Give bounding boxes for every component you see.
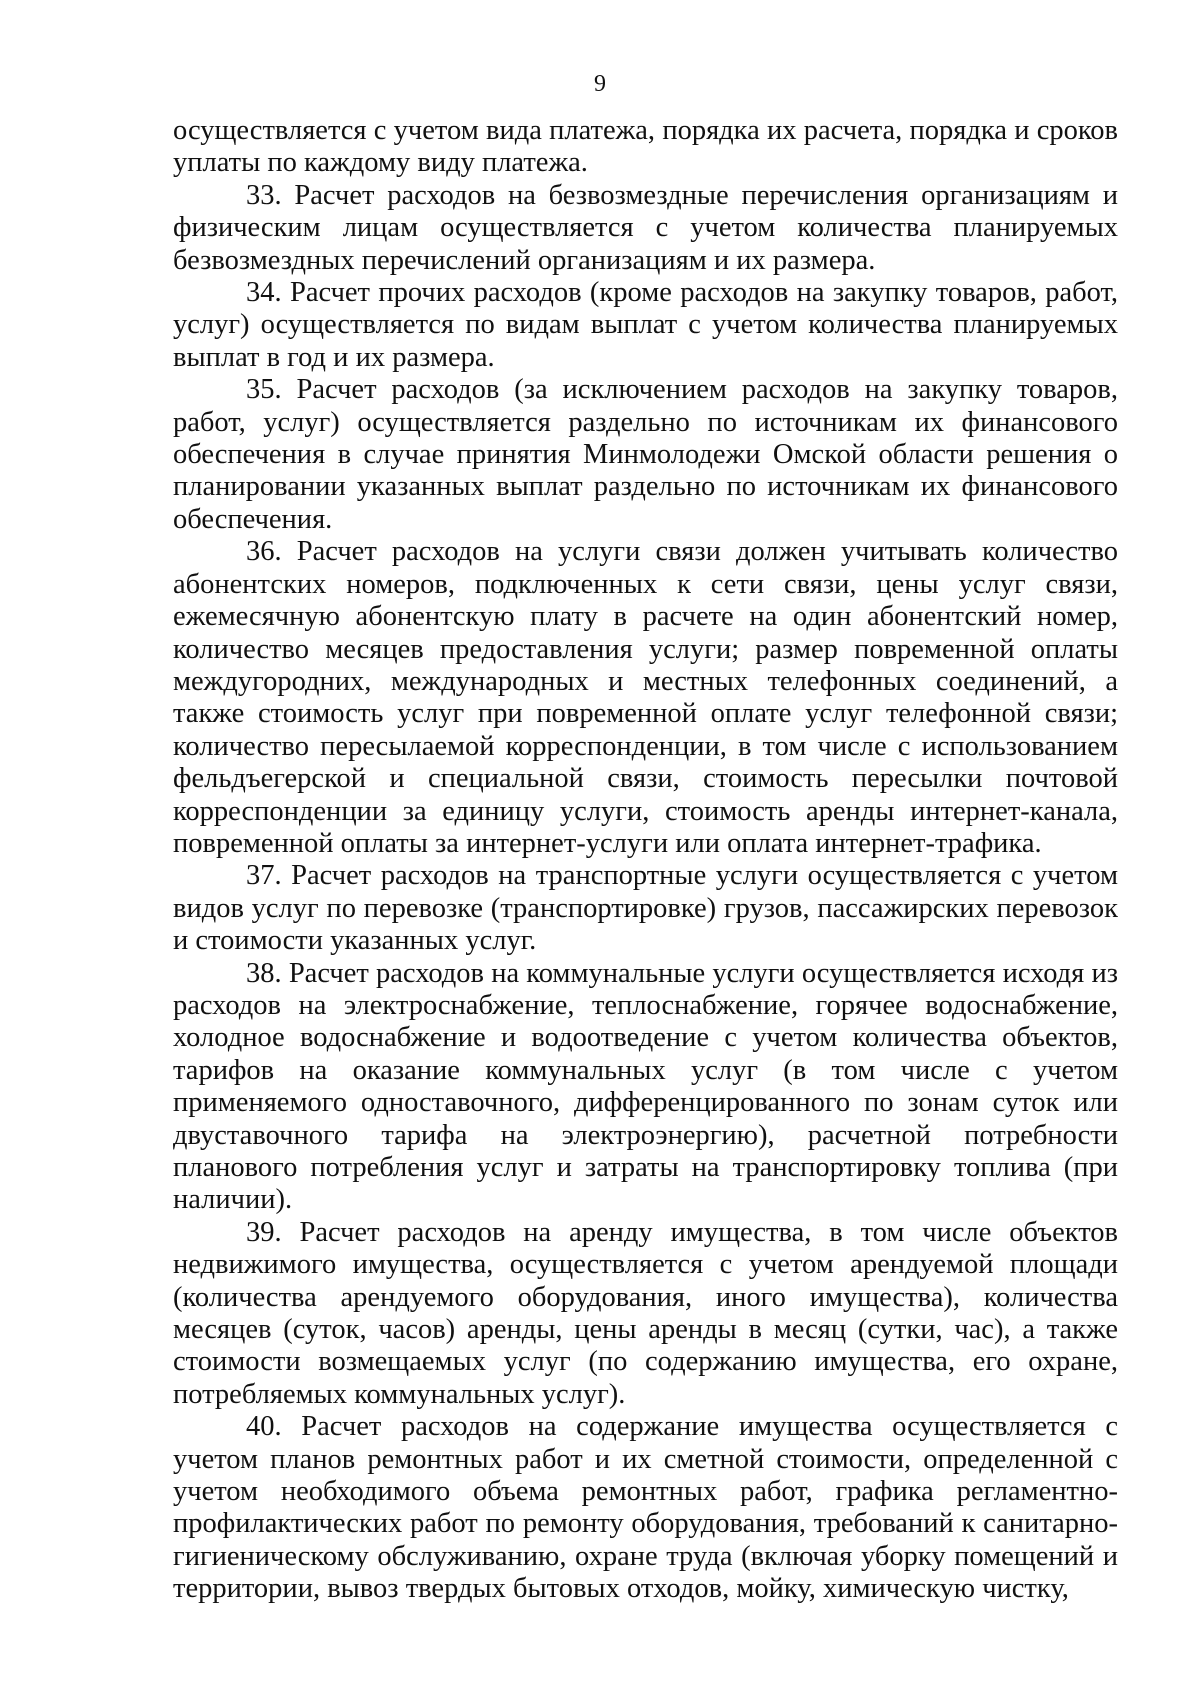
paragraph-37: 37. Расчет расходов на транспортные услуги осуществляется с учетом видов услуг по перевозке (транспортировке) грузов, пассажирских перевозок и стоимости указанных услуг. [173,860,1118,957]
document-body [173,115,1118,1606]
paragraph-34: 34. Расчет прочих расходов (кроме расходов на закупку товаров, работ, услуг) осуществляется по видам выплат с учетом количества планируемых выплат в год и их размера. [173,277,1118,373]
paragraph-39: 39. Расчет расходов на аренду имущества, в том числе объектов недвижимого имущества, осуществляется с учетом арендуемой площади (количества арендуемого оборудования, иного имущества), количества месяцев (суток, часов) аренды, цены аренды в месяц (сутки, час), а также стоимости возмещаемых услуг (по содержанию имущества, его охране, потребляемых коммунальных услуг). [173,1216,1118,1410]
page-number: 9 [594,71,606,97]
paragraph-36: 36. Расчет расходов на услуги связи должен учитывать количество абонентских номеров, подключенных к сети связи, цены услуг связи, ежемесячную абонентскую плату в расчете на один абонентский номер, количество месяцев предоставления услуги; размер повременной оплаты междугородних, международных и местных телефонных соединений, а также стоимость услуг при повременной оплате услуг телефонной связи; количество пересылаемой корреспонденции, в том числе с использованием фельдъегерской и специальной связи, стоимость пересылки почтовой корреспонденции за единицу услуги, стоимость аренды интернет-канала, повременной оплаты за интернет-услуги или оплата интернет-трафика. [173,536,1118,859]
paragraph-40: 40. Расчет расходов на содержание имущества осуществляется с учетом планов ремонтных работ и их сметной стоимости, определенной с учетом необходимого объема ремонтных работ, графика регламентно-профилактических работ по ремонту оборудования, требований к санитарно-гигиеническому обслуживанию, охране труда (включая уборку помещений и территории, вывоз твердых бытовых отходов, мойку, химическую чистку, [173,1411,1118,1605]
paragraph-38: 38. Расчет расходов на коммунальные услуги осуществляется исходя из расходов на электроснабжение, теплоснабжение, горячее водоснабжение, холодное водоснабжение и водоотведение с учетом количества объектов, тарифов на оказание коммунальных услуг (в том числе с учетом применяемого одноставочного, дифференцированного по зонам суток или двуставочного тарифа на электроэнергию), расчетной потребности планового потребления услуг и затраты на транспортировку топлива (при наличии). [173,957,1118,1216]
paragraph-35: 35. Расчет расходов (за исключением расходов на закупку товаров, работ, услуг) осуществляется раздельно по источникам их финансового обеспечения в случае принятия Минмолодежи Омской области решения о планировании указанных выплат раздельно по источникам их финансового обеспечения. [173,374,1118,535]
paragraph-33: 33. Расчет расходов на безвозмездные перечисления организациям и физическим лицам осуществляется с учетом количества планируемых безвозмездных перечислений организациям и их размера. [173,179,1118,276]
paragraph-continuation: осуществляется с учетом вида платежа, порядка их расчета, порядка и сроков уплаты по каждому виду платежа. [173,115,1118,179]
